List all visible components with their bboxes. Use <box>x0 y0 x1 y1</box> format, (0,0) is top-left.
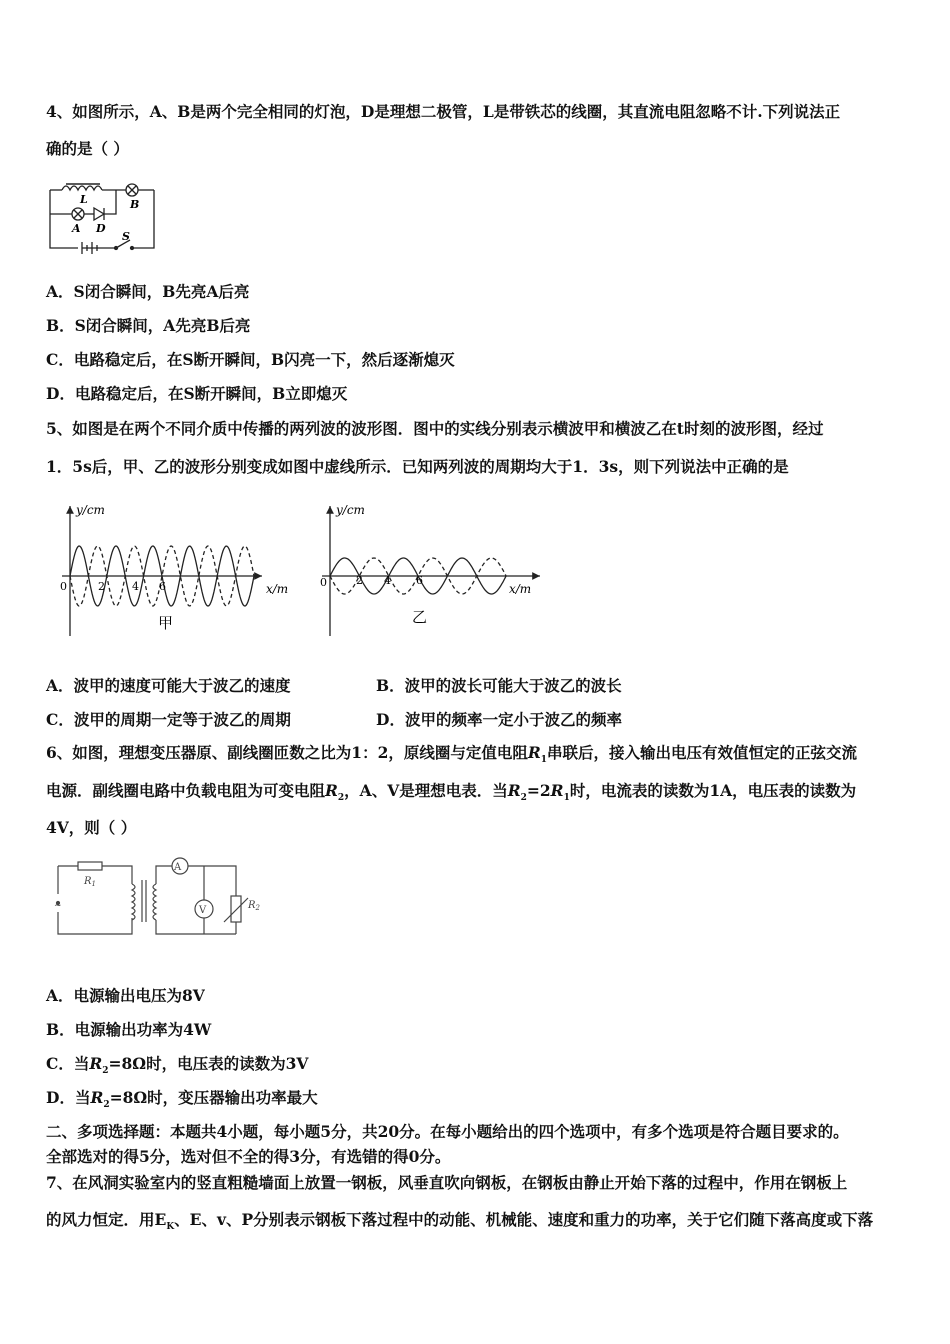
q4-label-L: L <box>80 193 88 206</box>
graph-jia <box>60 503 288 636</box>
q4-option-d: D．电路稳定后，在S断开瞬间，B立即熄灭 <box>46 384 348 403</box>
jia-ylabel: y/cm <box>76 503 105 517</box>
q4-label-D: D <box>96 222 106 235</box>
section2-line-1: 二、多项选择题：本题共4小题，每小题5分，共20分。在每小题给出的四个选项中，有多个选项是符合题目要求的。 <box>46 1122 849 1141</box>
jia-xlabel: x/m <box>266 582 289 596</box>
q6-option-b: B．电源输出功率为4W <box>46 1020 212 1039</box>
q4-label-S: S <box>122 230 130 243</box>
q6-voltmeter-label: V <box>199 905 207 916</box>
q6-r1-label: $R_1$ <box>84 876 96 888</box>
q4-option-b: B．S闭合瞬间，A先亮B后亮 <box>46 316 251 335</box>
q6-stem-line-3: 4V，则（ ） <box>46 818 137 837</box>
jia-tick-6: 6 <box>159 580 166 593</box>
yi-tick-6: 6 <box>416 574 423 587</box>
q4-option-c: C．电路稳定后，在S断开瞬间，B闪亮一下，然后逐渐熄灭 <box>46 350 455 369</box>
q4-circuit-figure <box>44 176 164 256</box>
jia-tick-2: 2 <box>98 580 105 593</box>
yi-caption: 乙 <box>412 608 428 626</box>
jia-origin: 0 <box>60 580 67 593</box>
q6-ammeter-label: A <box>174 862 182 873</box>
q7-stem-line-2: 的风力恒定．用$E_K$、E、v、P分别表示钢板下落过程中的动能、机械能、速度和重力的功率，关于它们随下落高度或下落 <box>46 1210 874 1233</box>
q7-stem-line-1: 7、在风洞实验室内的竖直粗糙墙面上放置一钢板，风垂直吹向钢板，在钢板由静止开始下落的过程中，作用在钢板上 <box>46 1173 848 1192</box>
q6-transformer-figure <box>52 856 270 942</box>
q6-option-d: D．当$R_2=8\Omega$时，变压器输出功率最大 <box>46 1088 318 1111</box>
yi-tick-4: 4 <box>384 574 391 587</box>
q5-option-a: A．波甲的速度可能大于波乙的速度 <box>46 676 291 695</box>
q5-stem-line-1: 5、如图是在两个不同介质中传播的两列波的波形图．图中的实线分别表示横波甲和横波乙在t时刻的波形图，经过 <box>46 419 824 438</box>
q4-stem-line-2: 确的是（ ） <box>46 139 129 158</box>
q6-stem-line-2: 电源．副线圈电路中负载电阻为可变电阻$R_2$，A、V是理想电表．当$R_2=2R_1$时，电流表的读数为1A，电压表的读数为 <box>46 781 857 804</box>
q5-stem-line-2: 1．5s后，甲、乙的波形分别变成如图中虚线所示．已知两列波的周期均大于1．3s，则下列说法中正确的是 <box>46 457 789 476</box>
jia-caption: 甲 <box>158 614 174 632</box>
q4-label-B: B <box>130 198 140 211</box>
q5-option-c: C．波甲的周期一定等于波乙的周期 <box>46 710 291 729</box>
svg-text:~: ~ <box>54 901 62 911</box>
jia-tick-4: 4 <box>132 580 139 593</box>
q5-wave-graphs <box>54 498 554 643</box>
yi-xlabel: x/m <box>509 582 532 596</box>
q4-stem-line-1: 4、如图所示，A、B是两个完全相同的灯泡，D是理想二极管，L是带铁芯的线圈，其直流电阻忽略不计.下列说法正 <box>46 102 841 121</box>
q6-stem-line-1: 6、如图，理想变压器原、副线圈匝数之比为1：2，原线圈与定值电阻$R_1$串联后，接入输出电压有效值恒定的正弦交流 <box>46 743 858 766</box>
q5-option-b: B．波甲的波长可能大于波乙的波长 <box>376 676 622 695</box>
graph-yi <box>320 503 540 636</box>
section2-line-2: 全部选对的得5分，选对但不全的得3分，有选错的得0分。 <box>46 1147 451 1166</box>
q5-option-d: D．波甲的频率一定小于波乙的频率 <box>376 710 622 729</box>
yi-origin: 0 <box>320 576 327 589</box>
yi-ylabel: y/cm <box>336 503 365 517</box>
q6-option-c: C．当$R_2=8\Omega$时，电压表的读数为3V <box>46 1054 309 1077</box>
yi-tick-2: 2 <box>356 574 363 587</box>
q4-option-a: A．S闭合瞬间，B先亮A后亮 <box>46 282 250 301</box>
q4-label-A: A <box>72 222 81 235</box>
q6-r2-label: $R_2$ <box>248 900 260 912</box>
q6-option-a: A．电源输出电压为8V <box>46 986 205 1005</box>
